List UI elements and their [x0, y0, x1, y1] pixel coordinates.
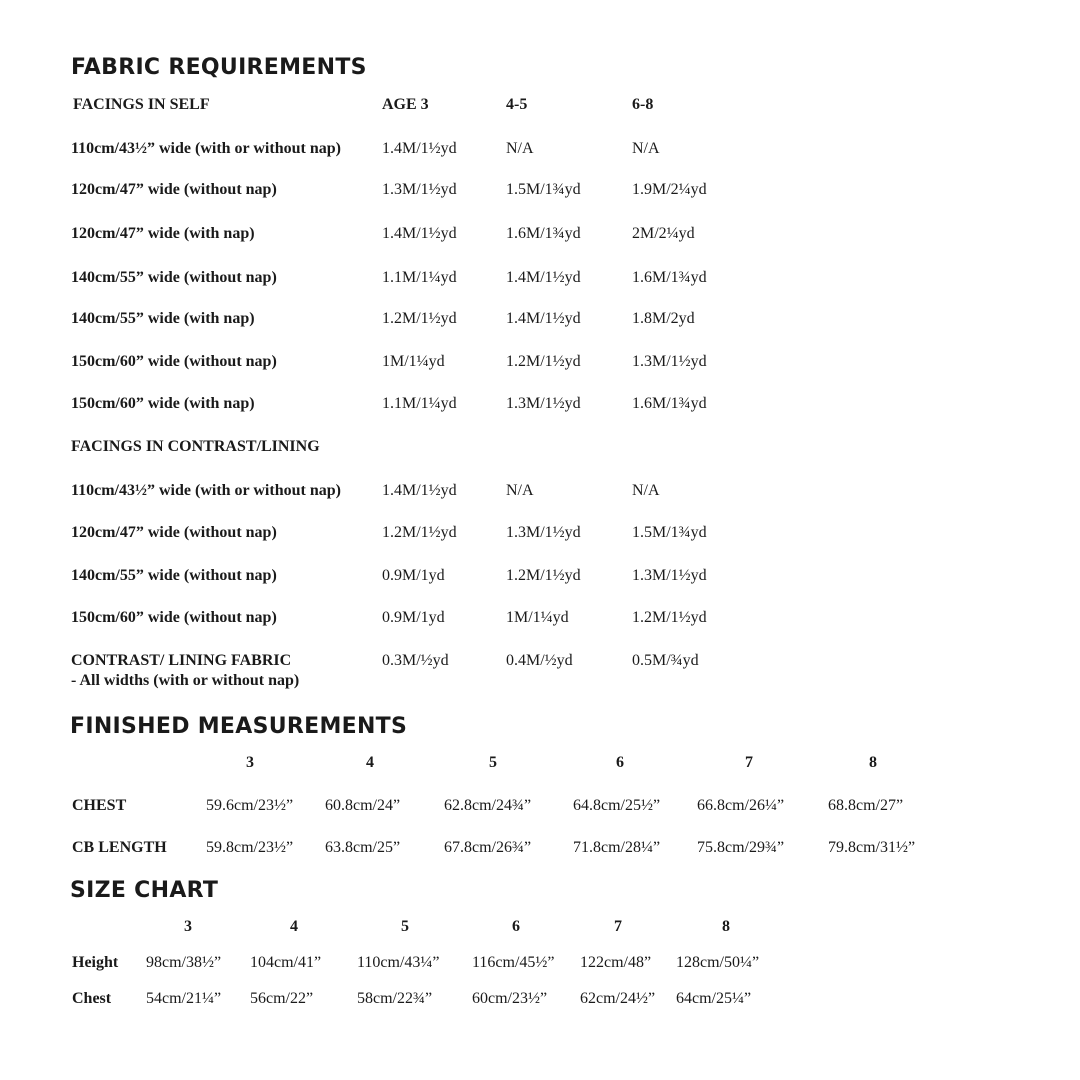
size-chart-value: 58cm/22¾” [357, 990, 433, 1007]
fabric-row-value: 1.1M/1¼yd [382, 269, 457, 286]
fabric-row-value: N/A [506, 482, 534, 499]
fabric-row-value: 0.9M/1yd [382, 609, 445, 626]
measurement-value: 59.6cm/23½” [206, 797, 294, 814]
fabric-row-value: 1.6M/1¾yd [632, 395, 707, 412]
measurement-size-header: 6 [616, 754, 624, 771]
measurement-value: 63.8cm/25” [325, 839, 401, 856]
finished-measurements-title: FINISHED MEASUREMENTS [70, 714, 408, 739]
fabric-row-label: 140cm/55” wide (with nap) [71, 310, 255, 327]
fabric-row-value: 1.4M/1½yd [506, 269, 581, 286]
measurement-size-header: 5 [489, 754, 497, 771]
size-chart-value: 116cm/45½” [472, 954, 555, 971]
fabric-row-value: 1M/1¼yd [506, 609, 569, 626]
fabric-row-value: 1.4M/1½yd [382, 482, 457, 499]
fabric-row-label: 150cm/60” wide (with nap) [71, 395, 255, 412]
size-chart-header: 8 [722, 918, 730, 935]
lining-fabric-sublabel: - All widths (with or without nap) [71, 672, 300, 689]
measurement-row-label: CB LENGTH [72, 839, 167, 856]
fabric-row-label: 110cm/43½” wide (with or without nap) [71, 482, 341, 499]
fabric-row-value: 1.3M/1½yd [632, 567, 707, 584]
size-chart-header: 7 [614, 918, 622, 935]
fabric-row-value: N/A [506, 140, 534, 157]
fabric-requirements-title: FABRIC REQUIREMENTS [71, 55, 367, 80]
fabric-row-value: 1.1M/1¼yd [382, 395, 457, 412]
measurement-value: 75.8cm/29¾” [697, 839, 785, 856]
fabric-row-value: 1.2M/1½yd [506, 567, 581, 584]
size-chart-value: 56cm/22” [250, 990, 314, 1007]
fabric-row-value: N/A [632, 140, 660, 157]
measurement-row-label: CHEST [72, 797, 127, 814]
size-chart-row-label: Height [72, 954, 119, 971]
fabric-row-value: 1.5M/1¾yd [506, 181, 581, 198]
size-chart-header: 5 [401, 918, 409, 935]
fabric-row-label: 110cm/43½” wide (with or without nap) [71, 140, 341, 157]
fabric-row-value: 1.5M/1¾yd [632, 524, 707, 541]
size-chart-title: SIZE CHART [70, 878, 219, 903]
fabric-row-label: 140cm/55” wide (without nap) [71, 567, 277, 584]
fabric-row-value: 1.9M/2¼yd [632, 181, 707, 198]
fabric-row-value: 1.2M/1½yd [632, 609, 707, 626]
fabric-row-value: 1.6M/1¾yd [506, 225, 581, 242]
size-chart-value: 122cm/48” [580, 954, 652, 971]
fabric-row-value: 1.4M/1½yd [506, 310, 581, 327]
facings-in-self-label: FACINGS IN SELF [73, 96, 210, 113]
measurement-value: 66.8cm/26¼” [697, 797, 785, 814]
fabric-row-value: 0.5M/¾yd [632, 652, 699, 669]
size-chart-value: 64cm/25¼” [676, 990, 752, 1007]
measurement-value: 62.8cm/24¾” [444, 797, 532, 814]
measurement-value: 59.8cm/23½” [206, 839, 294, 856]
size-chart-header: 6 [512, 918, 520, 935]
measurement-size-header: 3 [246, 754, 254, 771]
fabric-row-value: 1M/1¼yd [382, 353, 445, 370]
fabric-row-value: 2M/2¼yd [632, 225, 695, 242]
fabric-row-label: 150cm/60” wide (without nap) [71, 353, 277, 370]
fabric-row-value: 1.3M/1½yd [382, 181, 457, 198]
size-chart-value: 98cm/38½” [146, 954, 222, 971]
size-chart-value: 110cm/43¼” [357, 954, 440, 971]
size-chart-value: 60cm/23½” [472, 990, 548, 1007]
measurement-size-header: 8 [869, 754, 877, 771]
fabric-row-label: 140cm/55” wide (without nap) [71, 269, 277, 286]
fabric-row-value: 0.3M/½yd [382, 652, 449, 669]
fabric-row-value: N/A [632, 482, 660, 499]
fabric-row-value: 1.2M/1½yd [382, 310, 457, 327]
measurement-value: 68.8cm/27” [828, 797, 904, 814]
size-header-age3: AGE 3 [382, 96, 429, 113]
facings-in-contrast-label: FACINGS IN CONTRAST/LINING [71, 438, 320, 455]
measurement-value: 79.8cm/31½” [828, 839, 916, 856]
fabric-row-value: 1.4M/1½yd [382, 225, 457, 242]
fabric-row-label: 120cm/47” wide (without nap) [71, 524, 277, 541]
size-header-6-8: 6-8 [632, 96, 654, 113]
fabric-row-value: 1.2M/1½yd [506, 353, 581, 370]
fabric-row-label: 120cm/47” wide (with nap) [71, 225, 255, 242]
size-chart-row-label: Chest [72, 990, 112, 1007]
lining-fabric-label: CONTRAST/ LINING FABRIC [71, 652, 292, 669]
fabric-row-value: 1.8M/2yd [632, 310, 695, 327]
fabric-row-value: 0.4M/½yd [506, 652, 573, 669]
fabric-row-value: 1.6M/1¾yd [632, 269, 707, 286]
size-chart-value: 128cm/50¼” [676, 954, 760, 971]
size-chart-value: 104cm/41” [250, 954, 322, 971]
fabric-row-value: 1.4M/1½yd [382, 140, 457, 157]
measurement-value: 64.8cm/25½” [573, 797, 661, 814]
size-header-4-5: 4-5 [506, 96, 528, 113]
size-chart-header: 4 [290, 918, 298, 935]
size-chart-value: 54cm/21¼” [146, 990, 222, 1007]
fabric-row-value: 1.3M/1½yd [506, 524, 581, 541]
size-chart-value: 62cm/24½” [580, 990, 656, 1007]
measurement-value: 60.8cm/24” [325, 797, 401, 814]
fabric-row-value: 1.2M/1½yd [382, 524, 457, 541]
fabric-row-value: 1.3M/1½yd [506, 395, 581, 412]
size-chart-header: 3 [184, 918, 192, 935]
measurement-size-header: 4 [366, 754, 374, 771]
fabric-row-label: 120cm/47” wide (without nap) [71, 181, 277, 198]
measurement-value: 67.8cm/26¾” [444, 839, 532, 856]
fabric-row-value: 0.9M/1yd [382, 567, 445, 584]
measurement-value: 71.8cm/28¼” [573, 839, 661, 856]
measurement-size-header: 7 [745, 754, 753, 771]
fabric-row-label: 150cm/60” wide (without nap) [71, 609, 277, 626]
fabric-row-value: 1.3M/1½yd [632, 353, 707, 370]
